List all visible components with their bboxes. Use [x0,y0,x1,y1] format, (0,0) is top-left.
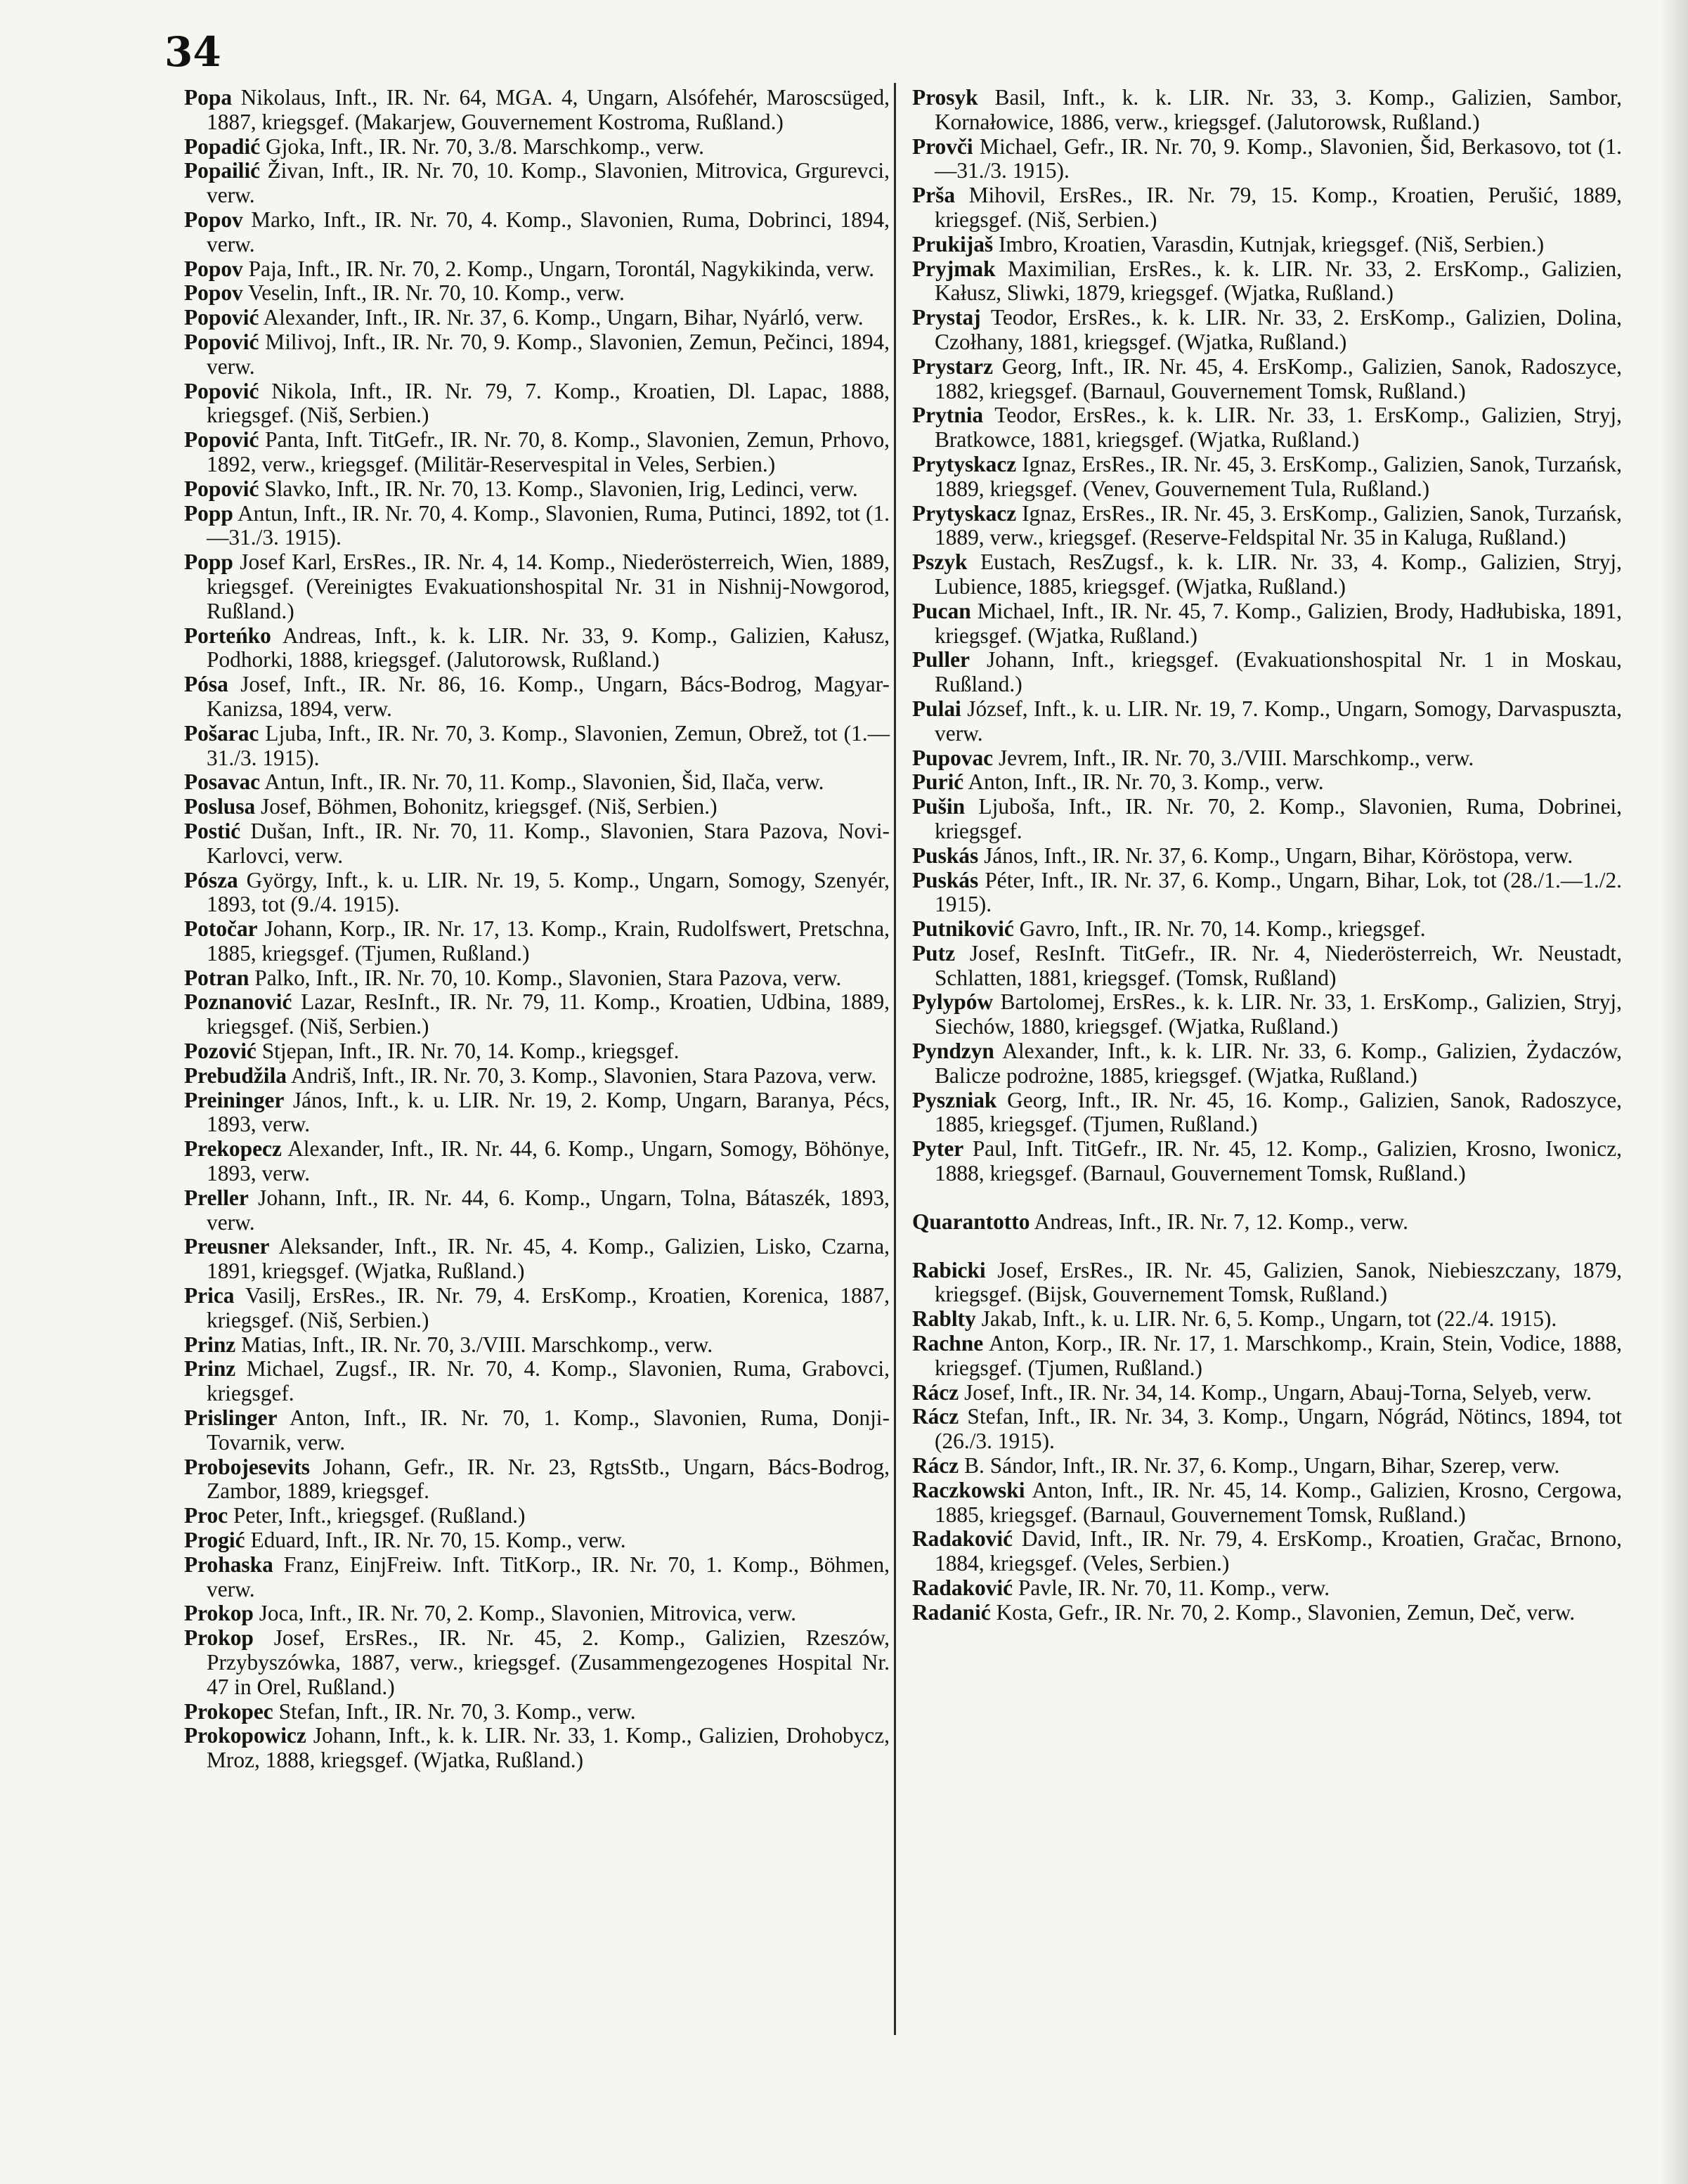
entry-surname: Prukijaš [912,231,994,256]
directory-entry [912,599,1622,649]
entry-details: Paja, Inft., IR. Nr. 70, 2. Komp., Ungarn, Torontál, Nagykikinda, verw. [248,256,875,281]
entry-details: Anton, Korp., IR. Nr. 17, 1. Marschkomp., Krain, Stein, Vodice, 1888, kriegsgef. (Tjumen, Rußland.) [935,1331,1622,1380]
directory-entry [184,550,890,623]
directory-entry [184,1553,890,1602]
entry-surname: Puskás [912,867,979,892]
directory-entry [184,159,890,208]
entry-details: Ljuboša, Inft., IR. Nr. 70, 2. Komp., Slavonien, Ruma, Dobrinei, kriegsgef. [935,794,1622,843]
directory-entry [912,1088,1622,1138]
entry-details: Jakab, Inft., k. u. LIR. Nr. 6, 5. Komp., Ungarn, tot (22./4. 1915). [981,1306,1557,1332]
directory-entry [912,844,1622,869]
entry-surname: Preller [184,1185,249,1210]
entry-details: Dušan, Inft., IR. Nr. 70, 11. Komp., Slavonien, Stara Pazova, Novi-Karlovci, verw. [207,818,890,868]
entry-details: Anton, Inft., IR. Nr. 45, 14. Komp., Galizien, Krosno, Cergowa, 1885, kriegsgef. (Barnaul, Gouvernement Tomsk, Rußland.) [935,1477,1622,1527]
directory-entry [184,1406,890,1455]
directory-entry [184,1357,890,1406]
entry-surname: Prislinger [184,1405,278,1431]
entry-surname: Prystarz [912,353,994,379]
entry-details: Anton, Inft., IR. Nr. 70, 1. Komp., Slavonien, Ruma, Donji-Tovarnik, verw. [207,1405,890,1455]
entry-surname: Rabicki [912,1257,986,1282]
entry-details: Andreas, Inft., k. k. LIR. Nr. 33, 9. Komp., Galizien, Kałusz, Podhorki, 1888, kriegsgef. (Jalutorowsk, Rußland.) [207,623,890,672]
entry-details: Johann, Inft., k. k. LIR. Nr. 33, 1. Komp., Galizien, Drohobycz, Mroz, 1888, kriegsgef. (Wjatka, Rußland.) [207,1723,890,1773]
directory-entry [184,257,890,282]
entry-surname: Prša [912,183,956,208]
directory-entry [912,1259,1622,1308]
entry-surname: Pszyk [912,550,968,575]
directory-entry [912,86,1622,135]
directory-entry [184,1333,890,1358]
entry-details: Anton, Inft., IR. Nr. 70, 3. Komp., verw. [968,769,1324,795]
directory-entry [912,917,1622,942]
entry-surname: Radanić [912,1599,991,1625]
entry-details: Alexander, Inft., IR. Nr. 37, 6. Komp., Ungarn, Bihar, Nyárló, verw. [263,305,864,330]
directory-entry [912,1381,1622,1405]
entry-details: Josef, Böhmen, Bohonitz, kriegsgef. (Niš, Serbien.) [261,794,718,819]
entry-surname: Prinz [184,1332,236,1357]
entry-details: Palko, Inft., IR. Nr. 70, 10. Komp., Slavonien, Stara Pazova, verw. [254,965,842,990]
directory-entry [184,917,890,966]
directory-entry [184,208,890,257]
entry-surname: Prokopowicz [184,1723,306,1748]
entry-surname: Pyter [912,1136,964,1162]
entry-surname: Pucan [912,598,971,623]
entry-surname: Popović [184,476,259,501]
entry-details: Michael, Gefr., IR. Nr. 70, 9. Komp., Slavonien, Šid, Berkasovo, tot (1.—31./3. 1915). [935,134,1622,183]
section-r-entries [912,1259,1622,1625]
entry-surname: Prokop [184,1625,254,1651]
directory-entry [184,86,890,135]
entry-surname: Quarantotto [912,1209,1030,1234]
entry-surname: Popadić [184,134,261,159]
entry-details: Vasilj, ErsRes., IR. Nr. 79, 4. ErsKomp., Kroatien, Korenica, 1887, kriegsgef. (Niš, Serbien.) [207,1283,890,1332]
entry-surname: Puskás [912,843,979,868]
entry-details: Josef, ResInft. TitGefr., IR. Nr. 4, Niederösterreich, Wr. Neustadt, Schlatten, 1881, kriegsgef. (Tomsk, Rußland) [935,940,1622,990]
entry-details: Mihovil, ErsRes., IR. Nr. 79, 15. Komp., Kroatien, Perušić, 1889, kriegsgef. (Niš, Serbien.) [935,183,1622,232]
entry-surname: Popov [184,207,243,232]
directory-entry [912,1332,1622,1381]
entry-surname: Putz [912,940,956,966]
entry-details: Jevrem, Inft., IR. Nr. 70, 3./VIII. Marschkomp., verw. [998,745,1474,770]
entry-surname: Prokopec [184,1698,273,1724]
entry-surname: Popp [184,550,233,575]
directory-entry [912,795,1622,844]
directory-entry [184,1626,890,1699]
directory-entry [184,1088,890,1138]
entry-surname: Poznanović [184,989,292,1015]
entry-surname: Pozović [184,1039,257,1064]
entry-surname: Pyndzyn [912,1039,994,1064]
directory-entry [912,135,1622,184]
right-column [912,86,1622,1625]
directory-entry [184,795,890,819]
section-gap [912,1186,1622,1210]
entry-surname: Prohaska [184,1552,273,1577]
entry-details: Teodor, ErsRes., k. k. LIR. Nr. 33, 2. ErsKomp., Galizien, Dolina, Czołhany, 1881, kriegsgef. (Wjatka, Rußland.) [935,305,1622,354]
directory-entry [912,183,1622,233]
directory-entry [912,1137,1622,1186]
directory-entry [912,1527,1622,1576]
entry-surname: Posavac [184,769,261,795]
entry-surname: Putniković [912,916,1014,942]
directory-entry [912,1601,1622,1625]
entry-details: Michael, Inft., IR. Nr. 45, 7. Komp., Galizien, Brody, Hadłubiska, 1891, kriegsgef. (Wjatka, Rußland.) [935,598,1622,648]
entry-details: Johann, Inft., kriegsgef. (Evakuationshospital Nr. 1 in Moskau, Rußland.) [935,647,1622,697]
entry-surname: Popa [184,85,233,110]
entry-details: Johann, Gefr., IR. Nr. 23, RgtsStb., Ungarn, Bács-Bodrog, Zambor, 1889, kriegsgef. [207,1454,890,1504]
directory-entry [912,1478,1622,1528]
directory-entry [912,1210,1622,1235]
entry-surname: Prokop [184,1601,254,1626]
directory-entry [184,135,890,160]
entry-surname: Pylypów [912,989,994,1015]
entry-surname: Prekopecz [184,1136,282,1162]
entry-surname: Rácz [912,1379,959,1405]
directory-entry [912,697,1622,746]
page-edge-shadow [1660,0,1688,2184]
entry-surname: Pušin [912,794,966,819]
entry-details: Johann, Inft., IR. Nr. 44, 6. Komp., Ungarn, Tolna, Bátaszék, 1893, verw. [207,1185,890,1235]
directory-entry [912,869,1622,918]
directory-entry [184,624,890,673]
entry-details: Nikolaus, Inft., IR. Nr. 64, MGA. 4, Ungarn, Alsófehér, Maroscsüged, 1887, kriegsgef. (Makarjew, Gouvernement Kostroma, Rußland.) [207,85,890,134]
entry-surname: Prytnia [912,403,984,428]
entry-surname: Pošarac [184,720,259,746]
entry-surname: Popailić [184,158,261,183]
entry-surname: Raczkowski [912,1477,1025,1502]
directory-entry [184,1284,890,1333]
directory-entry [912,355,1622,404]
directory-entry [184,1601,890,1626]
entry-details: Imbro, Kroatien, Varasdin, Kutnjak, kriegsgef. (Niš, Serbien.) [998,231,1545,256]
directory-entry [184,819,890,869]
entry-details: Ignaz, ErsRes., IR. Nr. 45, 3. ErsKomp., Galizien, Sanok, Turzańsk, 1889, verw., kriegsgef. (Reserve-Feldspital Nr. 35 in Kaluga, Rußland.) [935,500,1622,550]
entry-details: Basil, Inft., k. k. LIR. Nr. 33, 3. Komp., Galizien, Sambor, Kornałowice, 1886, verw., kriegsgef. (Jalutorowsk, Rußland.) [935,85,1622,134]
directory-entry [184,379,890,429]
directory-entry [912,746,1622,771]
entry-details: Andreas, Inft., IR. Nr. 7, 12. Komp., verw. [1034,1209,1408,1234]
directory-entry [912,233,1622,257]
entry-details: Panta, Inft. TitGefr., IR. Nr. 70, 8. Komp., Slavonien, Zemun, Prhovo, 1892, verw., kriegsgef. (Militär-Reservespital in Veles, Serbien.) [207,427,890,476]
directory-entry [184,1039,890,1064]
entry-details: Ljuba, Inft., IR. Nr. 70, 3. Komp., Slavonien, Zemun, Obrež, tot (1.—31./3. 1915). [207,720,890,770]
entry-details: Josef Karl, ErsRes., IR. Nr. 4, 14. Komp., Niederösterreich, Wien, 1889, kriegsgef. (Vereinigtes Evakuationshospital Nr. 31 in Nishnij-Nowgorod, Rußland.) [207,550,890,623]
entry-surname: Popović [184,427,259,453]
directory-entry [184,1528,890,1553]
entry-details: Antun, Inft., IR. Nr. 70, 11. Komp., Slavonien, Šid, Ilača, verw. [264,769,824,795]
entry-details: Antun, Inft., IR. Nr. 70, 4. Komp., Slavonien, Ruma, Putinci, 1892, tot (1.—31./3. 1915). [207,500,890,550]
entry-surname: Prica [184,1283,235,1308]
directory-entry [184,966,890,991]
entry-surname: Prosyk [912,85,978,110]
entry-details: Lazar, ResInft., IR. Nr. 79, 11. Komp., Kroatien, Udbina, 1889, kriegsgef. (Niš, Serbien.) [207,989,890,1039]
entry-details: Stefan, Inft., IR. Nr. 34, 3. Komp., Ungarn, Nógrád, Nötincs, 1894, tot (26./3. 1915). [935,1404,1622,1454]
entry-details: Peter, Inft., kriegsgef. (Rußland.) [233,1503,526,1528]
entry-surname: Proc [184,1503,228,1528]
directory-entry [184,502,890,551]
entry-surname: Poslusa [184,794,256,819]
directory-entry [912,942,1622,991]
entry-details: David, Inft., IR. Nr. 79, 4. ErsKomp., Kroatien, Gračac, Brnono, 1884, kriegsgef. (Veles, Serbien.) [935,1526,1622,1576]
directory-entry [912,1576,1622,1601]
entry-surname: Popov [184,256,243,281]
directory-entry [184,428,890,477]
entry-details: Péter, Inft., IR. Nr. 37, 6. Komp., Ungarn, Bihar, Lok, tot (28./1.—1./2. 1915). [935,867,1622,917]
entry-details: Gavro, Inft., IR. Nr. 70, 14. Komp., kriegsgef. [1019,916,1426,942]
directory-entry [184,1724,890,1773]
entry-surname: Prinz [184,1356,236,1382]
entry-surname: Porteńko [184,623,271,648]
entry-details: Eustach, ResZugsf., k. k. LIR. Nr. 33, 4. Komp., Galizien, Stryj, Lubience, 1885, kriegsgef. (Wjatka, Rußland.) [935,550,1622,599]
entry-surname: Prystaj [912,305,981,330]
entry-details: B. Sándor, Inft., IR. Nr. 37, 6. Komp., Ungarn, Bihar, Szerep, verw. [964,1453,1560,1478]
entry-details: Pavle, IR. Nr. 70, 11. Komp., verw. [1018,1575,1330,1601]
entry-details: Bartolomej, ErsRes., k. k. LIR. Nr. 33, 1. ErsKomp., Galizien, Stryj, Siechów, 1880, kriegsgef. (Wjatka, Rußland.) [935,989,1622,1039]
entry-surname: Pósa [184,672,228,697]
entry-surname: Potočar [184,916,258,942]
entry-surname: Preusner [184,1234,270,1259]
entry-details: Kosta, Gefr., IR. Nr. 70, 2. Komp., Slavonien, Zemun, Deč, verw. [996,1599,1576,1625]
directory-entry [184,1137,890,1186]
directory-entry [184,1504,890,1528]
section-q-entries [912,1210,1622,1235]
section-gap [912,1235,1622,1259]
entry-surname: Preininger [184,1087,285,1112]
entry-surname: Pulai [912,696,961,721]
entry-details: Aleksander, Inft., IR. Nr. 45, 4. Komp., Galizien, Lisko, Czarna, 1891, kriegsgef. (Wjatka, Rußland.) [207,1234,890,1284]
entry-details: Michael, Zugsf., IR. Nr. 70, 4. Komp., Slavonien, Ruma, Grabovci, kriegsgef. [207,1356,890,1406]
entry-details: Nikola, Inft., IR. Nr. 79, 7. Komp., Kroatien, Dl. Lapac, 1888, kriegsgef. (Niš, Serbien.) [207,378,890,428]
entry-surname: Potran [184,965,249,990]
entry-details: Matias, Inft., IR. Nr. 70, 3./VIII. Marschkomp., verw. [241,1332,713,1357]
entry-details: Ignaz, ErsRes., IR. Nr. 45, 3. ErsKomp., Galizien, Sanok, Turzańsk, 1889, kriegsgef. (Venev, Gouvernement Tula, Rußland.) [935,451,1622,501]
directory-entry [912,453,1622,502]
directory-entry [184,722,890,771]
entry-surname: Popov [184,280,243,306]
directory-entry [184,1235,890,1284]
entry-details: Paul, Inft. TitGefr., IR. Nr. 45, 12. Komp., Galizien, Krosno, Iwonicz, 1888, kriegsgef. (Barnaul, Gouvernement Tomsk, Rußland.) [935,1136,1622,1186]
entry-surname: Popović [184,305,259,330]
entry-surname: Rácz [912,1453,959,1478]
entry-surname: Probojesevits [184,1454,311,1479]
directory-entry [184,990,890,1039]
directory-entry [184,869,890,918]
entry-surname: Pyszniak [912,1087,997,1112]
entry-surname: Progić [184,1528,245,1553]
directory-entry [912,1307,1622,1332]
entry-details: Josef, Inft., IR. Nr. 86, 16. Komp., Ungarn, Bács-Bodrog, Magyar-Kanizsa, 1894, verw. [207,672,890,721]
entry-details: János, Inft., k. u. LIR. Nr. 19, 2. Komp, Ungarn, Baranya, Pécs, 1893, verw. [207,1087,890,1137]
entry-surname: Prytyskacz [912,500,1017,526]
directory-entry [184,306,890,330]
entry-surname: Pryjmak [912,256,996,281]
directory-entry [912,550,1622,599]
entry-details: János, Inft., IR. Nr. 37, 6. Komp., Ungarn, Bihar, Köröstopa, verw. [984,843,1573,868]
directory-entry [184,1064,890,1088]
entry-details: Alexander, Inft., IR. Nr. 44, 6. Komp., Ungarn, Somogy, Böhönye, 1893, verw. [207,1136,890,1186]
entry-details: Alexander, Inft., k. k. LIR. Nr. 33, 6. Komp., Galizien, Żydaczów, Balicze podrożne, 1885, kriegsgef. (Wjatka, Rußland.) [935,1039,1622,1088]
entry-surname: Prebudžila [184,1062,287,1088]
page-number: 34 [164,28,221,76]
directory-entry [912,770,1622,795]
left-column [184,86,890,1773]
entry-surname: Rácz [912,1404,959,1429]
entry-details: Georg, Inft., IR. Nr. 45, 4. ErsKomp., Galizien, Sanok, Radoszyce, 1882, kriegsgef. (Barnaul, Gouvernement Tomsk, Rußland.) [935,353,1622,403]
directory-entry [184,1700,890,1724]
directory-entry [184,477,890,502]
directory-entry [912,257,1622,306]
entry-surname: Radaković [912,1575,1013,1601]
entry-details: Stefan, Inft., IR. Nr. 70, 3. Komp., verw. [278,1698,636,1724]
entry-surname: Rachne [912,1331,984,1356]
directory-entry [912,1454,1622,1478]
entry-surname: Postić [184,818,241,843]
directory-entry [184,672,890,722]
entry-surname: Popović [184,329,259,354]
directory-entry [912,502,1622,551]
directory-entry [912,1405,1622,1454]
entry-details: Andriš, Inft., IR. Nr. 70, 3. Komp., Slavonien, Stara Pazova, verw. [291,1062,877,1088]
entry-surname: Rablty [912,1306,976,1332]
directory-entry [184,330,890,379]
entry-details: Marko, Inft., IR. Nr. 70, 4. Komp., Slavonien, Ruma, Dobrinci, 1894, verw. [207,207,890,256]
directory-entry [912,306,1622,355]
entry-details: Josef, ErsRes., IR. Nr. 45, 2. Komp., Galizien, Rzeszów, Przybyszówka, 1887, verw., kriegsgef. (Zusammengezogenes Hospital Nr. 47 in Orel, Rußland.) [207,1625,890,1699]
entry-details: Joca, Inft., IR. Nr. 70, 2. Komp., Slavonien, Mitrovica, verw. [259,1601,797,1626]
entry-details: Franz, EinjFreiw. Inft. TitKorp., IR. Nr. 70, 1. Komp., Böhmen, verw. [207,1552,890,1601]
directory-entry [184,770,890,795]
entry-surname: Radaković [912,1526,1013,1552]
entry-details: Eduard, Inft., IR. Nr. 70, 15. Komp., verw. [250,1528,626,1553]
entry-details: Slavko, Inft., IR. Nr. 70, 13. Komp., Slavonien, Irig, Ledinci, verw. [264,476,858,501]
entry-details: Veselin, Inft., IR. Nr. 70, 10. Komp., verw. [248,280,625,306]
directory-entry [184,1186,890,1235]
entry-details: György, Inft., k. u. LIR. Nr. 19, 5. Komp., Ungarn, Somogy, Szenyér, 1893, tot (9./4. 1915). [207,867,890,917]
entry-surname: Popović [184,378,259,403]
entry-details: Teodor, ErsRes., k. k. LIR. Nr. 33, 1. ErsKomp., Galizien, Stryj, Bratkowce, 1881, kriegsgef. (Wjatka, Rußland.) [935,403,1622,453]
entry-surname: Purić [912,769,964,795]
directory-entry [912,990,1622,1039]
entry-surname: Popp [184,500,233,526]
entry-details: Maximilian, ErsRes., k. k. LIR. Nr. 33, 2. ErsKomp., Galizien, Kałusz, Sliwki, 1879, kriegsgef. (Wjatka, Rußland.) [935,256,1622,306]
column-divider [894,83,896,2035]
entry-details: József, Inft., k. u. LIR. Nr. 19, 7. Komp., Ungarn, Somogy, Darvaspuszta, verw. [935,696,1622,746]
entry-details: Johann, Korp., IR. Nr. 17, 13. Komp., Krain, Rudolfswert, Pretschna, 1885, kriegsgef. (Tjumen, Rußland.) [207,916,890,966]
entry-details: Gjoka, Inft., IR. Nr. 70, 3./8. Marschkomp., verw. [266,134,704,159]
section-p-entries [912,86,1622,1186]
directory-entry [912,403,1622,453]
directory-entry [184,281,890,306]
directory-entry [184,1455,890,1504]
entry-details: Milivoj, Inft., IR. Nr. 70, 9. Komp., Slavonien, Zemun, Pečinci, 1894, verw. [207,329,890,379]
entry-surname: Pósza [184,867,238,892]
directory-entry [912,648,1622,697]
entry-details: Josef, Inft., IR. Nr. 34, 14. Komp., Ungarn, Abauj-Torna, Selyeb, verw. [964,1379,1592,1405]
entry-surname: Pupovac [912,745,994,770]
entry-details: Stjepan, Inft., IR. Nr. 70, 14. Komp., kriegsgef. [261,1039,680,1064]
entry-surname: Puller [912,647,970,672]
entry-details: Georg, Inft., IR. Nr. 45, 16. Komp., Galizien, Sanok, Radoszyce, 1885, kriegsgef. (Tjumen, Rußland.) [935,1087,1622,1137]
entry-details: Živan, Inft., IR. Nr. 70, 10. Komp., Slavonien, Mitrovica, Grgurevci, verw. [207,158,890,208]
entry-surname: Provči [912,134,973,159]
entry-surname: Prytyskacz [912,451,1017,476]
entry-details: Josef, ErsRes., IR. Nr. 45, Galizien, Sanok, Niebieszczany, 1879, kriegsgef. (Bijsk, Gouvernement Tomsk, Rußland.) [935,1257,1622,1307]
directory-entry [912,1039,1622,1088]
